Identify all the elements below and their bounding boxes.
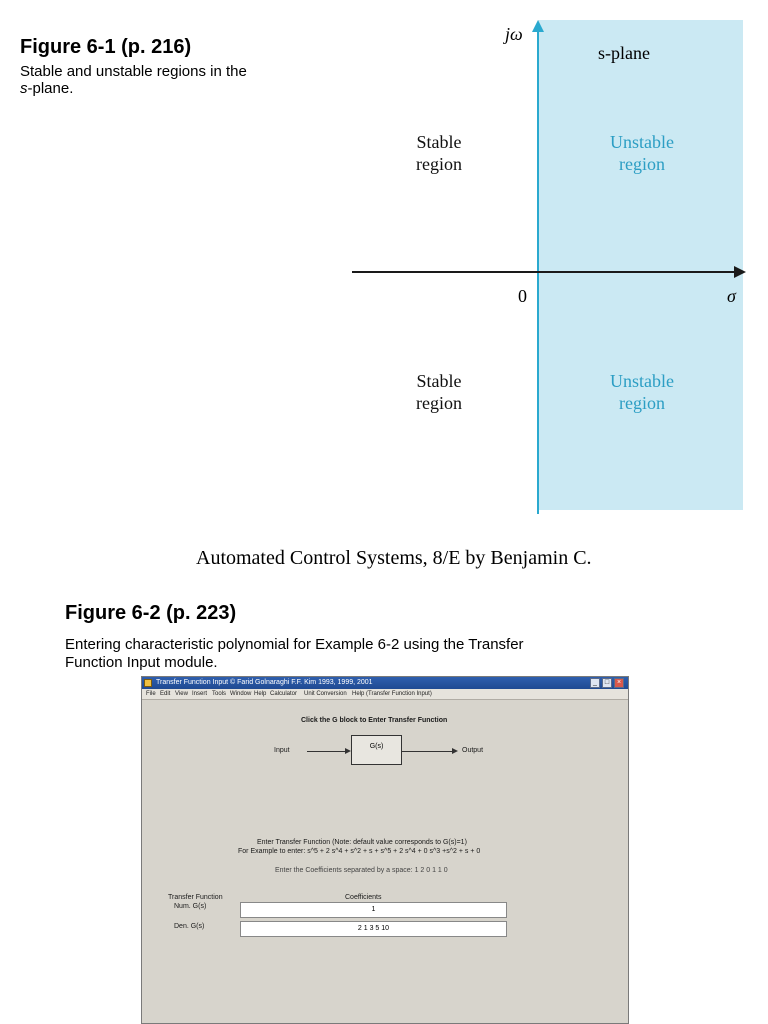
note-line2: For Example to enter: s^5 + 2 s^4 + s^2 + s + s^5 + 2 s^4 + 0 s^3 +s^2 + s + 0 [238,848,481,855]
menu-window[interactable]: Window [230,691,252,697]
caption-plane-text: -plane. [27,80,74,97]
region-word: Stable [416,132,462,152]
numerator-label: Num. G(s) [174,903,207,910]
output-label: Output [462,747,484,754]
region-word: Unstable [610,371,674,391]
sigma-axis-arrowhead [734,266,746,278]
menu-help-tfi[interactable]: Help (Transfer Function Input) [352,691,432,697]
input-wire [307,751,345,752]
menu-calculator[interactable]: Calculator [270,691,298,697]
jw-axis-label: jω [505,24,523,44]
jw-axis-arrowhead [532,20,544,32]
menu-edit[interactable]: Edit [160,691,171,697]
unstable-half-plane [538,20,743,510]
menu-tools[interactable]: Tools [212,691,227,697]
figure-6-1-caption-line1: Stable and unstable regions in the [20,63,247,80]
figure-6-1-title: Figure 6-1 (p. 216) [20,36,192,58]
region-word: Unstable [610,132,674,152]
note-line1: Enter Transfer Function (Note: default value corresponds to G(s)=1) [257,839,467,846]
output-arrow-icon [452,748,458,754]
instruction-text: Click the G block to Enter Transfer Function [301,717,448,724]
window-title: Transfer Function Input © Farid Golnaraghi F.F. Kim 1993, 1999, 2001 [156,679,373,686]
menu-file[interactable]: File [146,691,156,697]
figure-6-1-caption-line2 [20,80,73,97]
coefficients-hint: Enter the Coefficients separated by a space: 1 2 0 1 1 0 [275,867,448,874]
origin-label: 0 [518,286,527,306]
app-icon [144,679,152,687]
s-plane-label: s-plane [598,43,650,63]
coefficients-header: Coefficients [345,894,382,901]
region-word: Stable [416,371,462,391]
menu-help[interactable]: Help [254,691,267,697]
denominator-input[interactable]: 2 1 3 5 10 [240,921,507,937]
region-word: region [619,154,665,174]
caption-s-variable: s [20,80,28,97]
input-label: Input [274,747,290,754]
sigma-axis [352,271,736,273]
menu-view[interactable]: View [175,691,188,697]
region-word: region [416,393,462,413]
g-block-button[interactable]: G(s) [351,735,402,765]
transfer-function-window [141,676,629,1024]
figure-6-2-title: Figure 6-2 (p. 223) [65,602,237,624]
denominator-label: Den. G(s) [174,923,205,930]
close-icon[interactable]: × [614,678,624,688]
menu-insert[interactable]: Insert [192,691,208,697]
unstable-region-upper [577,131,707,175]
figure-6-2-caption-line1: Entering characteristic polynomial for Example 6-2 using the Transfer [65,636,524,653]
stable-region-upper [374,131,504,175]
numerator-input[interactable]: 1 [240,902,507,918]
stable-region-lower [374,370,504,414]
maximize-icon[interactable]: □ [602,678,612,688]
sigma-axis-label: σ [727,286,736,306]
figure-6-2-caption-line2: Function Input module. [65,654,218,671]
minimize-icon[interactable]: _ [590,678,600,688]
region-word: region [416,154,462,174]
output-wire [402,751,452,752]
menu-unit-conversion[interactable]: Unit Conversion [304,691,347,697]
transfer-function-header: Transfer Function [168,894,223,901]
unstable-region-lower [577,370,707,414]
book-citation: Automated Control Systems, 8/E by Benjamin C. [196,547,592,569]
region-word: region [619,393,665,413]
